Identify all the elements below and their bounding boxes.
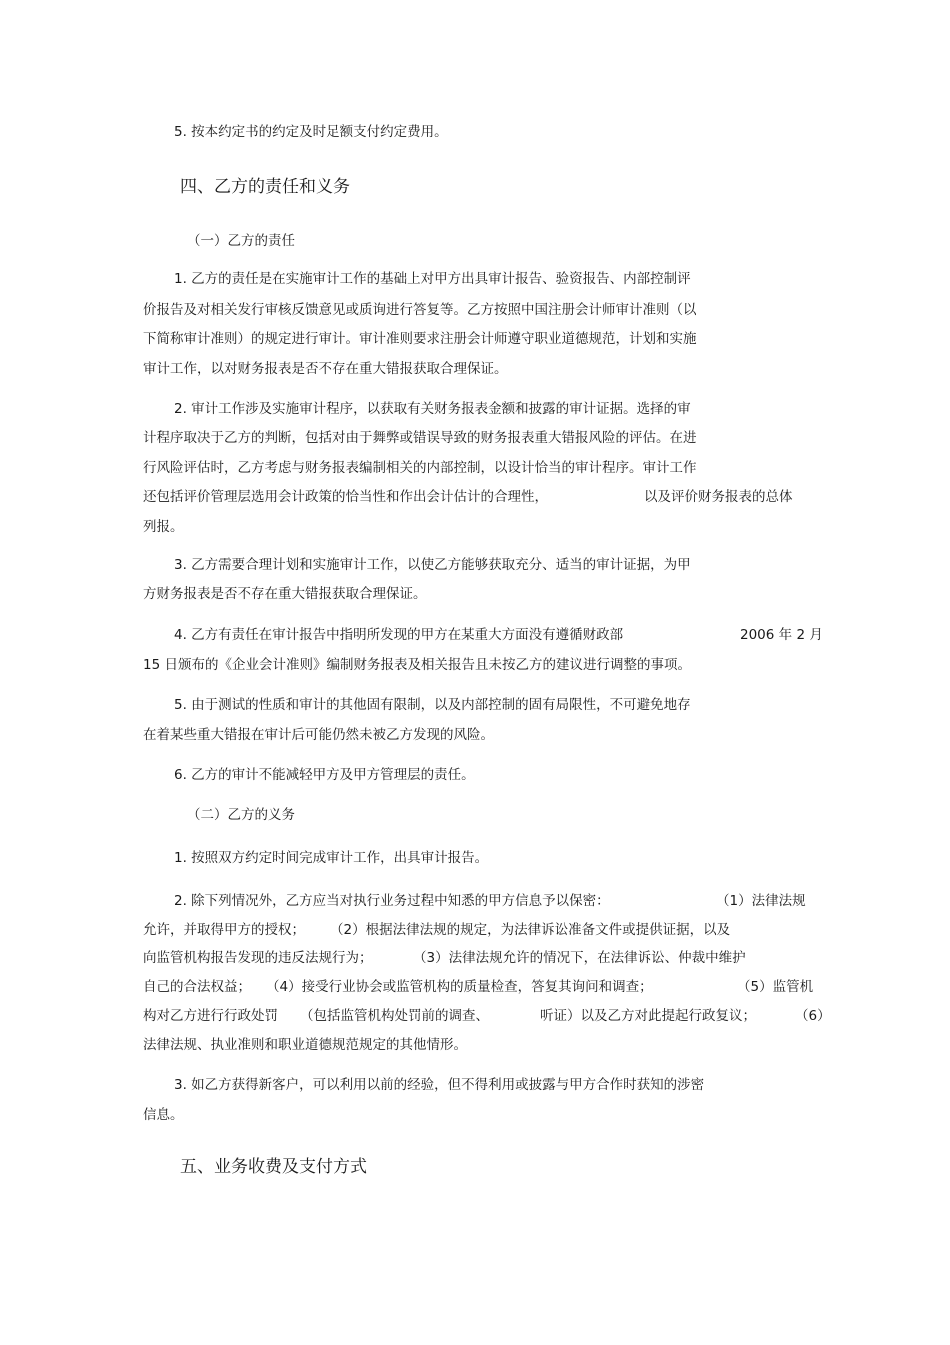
text-line: 允许，并取得甲方的授权； [143,922,305,938]
text-line: 构对乙方进行行政处罚 [143,1008,278,1024]
text-fragment: 以及评价财务报表的总体 [644,489,793,505]
section-5-heading: 五、业务收费及支付方式 [180,1157,367,1177]
text-line: 方财务报表是否不存在重大错报获取合理保证。 [143,586,427,602]
text-line: 向监管机构报告发现的违反法规行为； [143,950,373,966]
text-line: 2. 审计工作涉及实施审计程序，以获取有关财务报表金额和披露的审计证据。选择的审 [174,401,691,417]
text-line: 1. 乙方的责任是在实施审计工作的基础上对甲方出具审计报告、验资报告、内部控制评 [174,271,691,287]
text-line: 15 日颁布的《企业会计准则》编制财务报表及相关报告且未按乙方的建议进行调整的事项。 [143,657,691,673]
text-line: 5. 由于测试的性质和审计的其他固有限制，以及内部控制的固有局限性，不可避免地存 [174,697,691,713]
text-line: 还包括评价管理层选用会计政策的恰当性和作出会计估计的合理性， [143,489,548,505]
text-line: 计程序取决于乙方的判断，包括对由于舞弊或错误导致的财务报表重大错报风险的评估。在进 [143,430,697,446]
text-line: 下简称审计准则）的规定进行审计。审计准则要求注册会计师遵守职业道德规范，计划和实施 [143,331,697,347]
text-fragment: 听证）以及乙方对此提起行政复议； [540,1008,756,1024]
paragraph-obligation-1: 1. 按照双方约定时间完成审计工作，出具审计报告。 [174,850,489,866]
text-line: 列报。 [143,519,184,535]
section-4-heading: 四、乙方的责任和义务 [180,177,350,197]
paragraph-payment-item: 5. 按本约定书的约定及时足额支付约定费用。 [174,124,448,140]
text-line: 信息。 [143,1107,184,1123]
text-line: 3. 如乙方获得新客户，可以利用以前的经验，但不得利用或披露与甲方合作时获知的涉密 [174,1077,705,1093]
text-line: 4. 乙方有责任在审计报告中指明所发现的甲方在某重大方面没有遵循财政部 [174,627,624,643]
text-fragment: （1）法律法规 [716,893,806,909]
text-fragment-date: 2006 年 2 月 [740,627,823,643]
text-fragment: （包括监管机构处罚前的调查、 [300,1008,489,1024]
text-line: 3. 乙方需要合理计划和实施审计工作，以使乙方能够获取充分、适当的审计证据，为甲 [174,557,691,573]
text-line: 审计工作，以对财务报表是否不存在重大错报获取合理保证。 [143,361,508,377]
text-line: 价报告及对相关发行审核反馈意见或质询进行答复等。乙方按照中国注册会计师审计准则（以 [143,302,697,318]
text-line: 2. 除下列情况外，乙方应当对执行业务过程中知悉的甲方信息予以保密： [174,893,610,909]
text-line: 行风险评估时，乙方考虑与财务报表编制相关的内部控制，以设计恰当的审计程序。审计工作 [143,460,697,476]
text-line: 法律法规、执业准则和职业道德规范规定的其他情形。 [143,1037,467,1053]
text-fragment: （6） [795,1008,831,1024]
text-line: 在着某些重大错报在审计后可能仍然未被乙方发现的风险。 [143,727,494,743]
text-fragment: （3）法律法规允许的情况下，在法律诉讼、仲裁中维护 [413,950,746,966]
subsection-obligation-heading: （二）乙方的义务 [187,807,295,823]
text-fragment: （4）接受行业协会或监管机构的质量检查，答复其询问和调查； [266,979,653,995]
paragraph-responsibility-6: 6. 乙方的审计不能减轻甲方及甲方管理层的责任。 [174,767,475,783]
text-line: 自己的合法权益； [143,979,251,995]
text-fragment: （2）根据法律法规的规定，为法律诉讼准备文件或提供证据，以及 [330,922,731,938]
subsection-responsibility-heading: （一）乙方的责任 [187,233,295,249]
text-fragment: （5）监管机 [737,979,814,995]
